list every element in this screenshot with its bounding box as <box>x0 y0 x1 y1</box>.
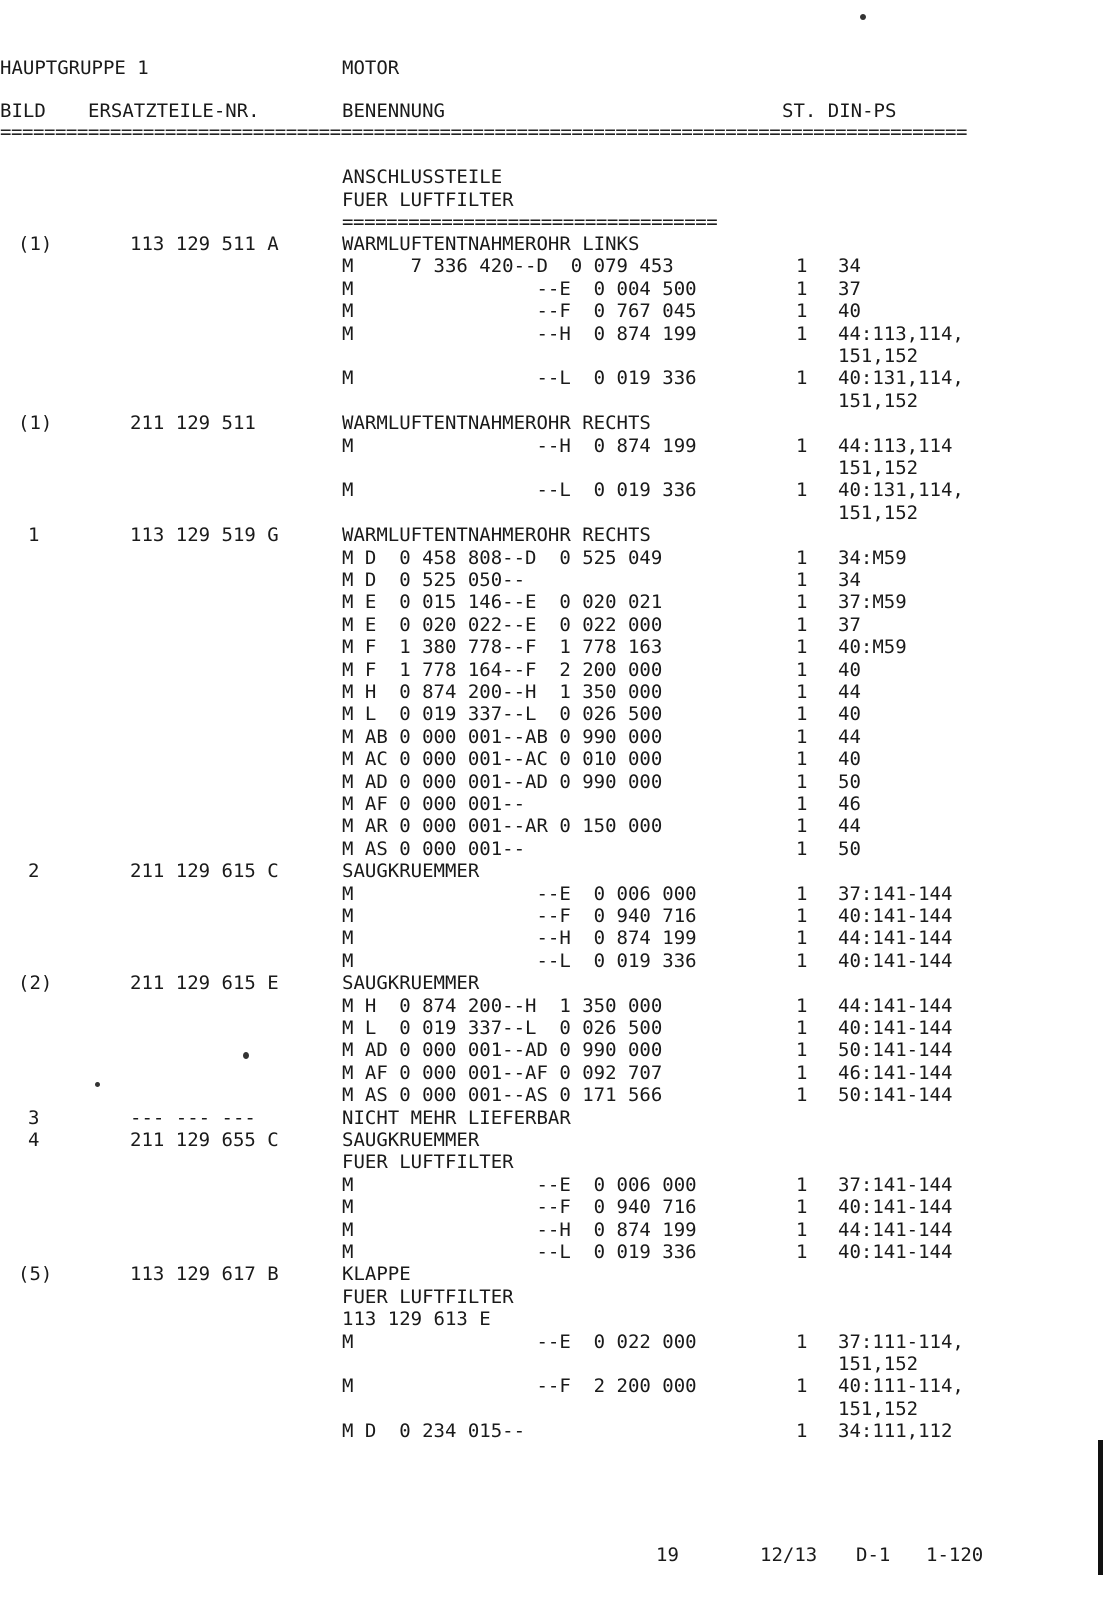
table-row <box>0 837 1100 861</box>
quantity-cell: 1 <box>796 323 808 345</box>
description-cell: M 7 336 420--D 0 079 453 <box>342 255 674 277</box>
din-ps-cell: 40:M59 <box>838 636 907 658</box>
din-ps-cell: 50:141-144 <box>838 1084 953 1106</box>
table-row <box>0 1195 1100 1219</box>
footer-date: 12/13 <box>760 1544 818 1566</box>
table-row <box>0 747 1100 771</box>
description-cell: M AF 0 000 001-- <box>342 793 526 815</box>
table-row <box>0 456 1100 480</box>
quantity-cell: 1 <box>796 995 808 1017</box>
din-ps-cell: 151,152 <box>838 345 919 367</box>
din-ps-cell: 44:113,114, <box>838 323 964 345</box>
description-cell: M --F 0 940 716 <box>342 905 697 927</box>
din-ps-cell: 37:M59 <box>838 591 907 613</box>
quantity-cell: 1 <box>796 1241 808 1263</box>
description-cell: M E 0 020 022--E 0 022 000 <box>342 614 663 636</box>
bild-cell: (5) <box>18 1263 53 1285</box>
quantity-cell: 1 <box>796 255 808 277</box>
table-row <box>0 232 1100 256</box>
description-cell: WARMLUFTENTNAHMEROHR RECHTS <box>342 412 651 434</box>
din-ps-cell: 151,152 <box>838 1353 919 1375</box>
din-ps-cell: 40:141-144 <box>838 1196 953 1218</box>
description-cell: M F 1 380 778--F 1 778 163 <box>342 636 663 658</box>
description-cell: M L 0 019 337--L 0 026 500 <box>342 703 663 725</box>
bild-cell: 2 <box>28 860 40 882</box>
table-row <box>0 389 1100 413</box>
quantity-cell: 1 <box>796 1375 808 1397</box>
header-separator: ======================================================================================== <box>0 121 968 143</box>
table-row <box>0 344 1100 368</box>
bild-cell: (1) <box>18 233 53 255</box>
part-number-cell: 211 129 511 <box>130 412 256 434</box>
description-cell: M --E 0 006 000 <box>342 1174 697 1196</box>
description-cell: M --E 0 006 000 <box>342 883 697 905</box>
footer-code: D-1 <box>856 1544 891 1566</box>
description-cell: M --L 0 019 336 <box>342 1241 697 1263</box>
quantity-cell: 1 <box>796 905 808 927</box>
description-cell: M --L 0 019 336 <box>342 367 697 389</box>
table-row <box>0 904 1100 928</box>
din-ps-cell: 34 <box>838 255 861 277</box>
quantity-cell: 1 <box>796 927 808 949</box>
table-row <box>0 1307 1100 1331</box>
table-row <box>0 725 1100 749</box>
description-cell: KLAPPE <box>342 1263 411 1285</box>
description-cell: M --F 0 940 716 <box>342 1196 697 1218</box>
description-cell: NICHT MEHR LIEFERBAR <box>342 1107 571 1129</box>
quantity-cell: 1 <box>796 591 808 613</box>
table-row <box>0 523 1100 547</box>
table-row <box>0 882 1100 906</box>
table-row <box>0 434 1100 458</box>
din-ps-cell: 37 <box>838 278 861 300</box>
table-row <box>0 1218 1100 1242</box>
table-row <box>0 1374 1100 1398</box>
din-ps-cell: 40:141-144 <box>838 950 953 972</box>
table-row <box>0 546 1100 570</box>
description-cell: M AC 0 000 001--AC 0 010 000 <box>342 748 663 770</box>
description-cell: M --L 0 019 336 <box>342 479 697 501</box>
description-cell: M AB 0 000 001--AB 0 990 000 <box>342 726 663 748</box>
table-row <box>0 501 1100 525</box>
description-cell: M L 0 019 337--L 0 026 500 <box>342 1017 663 1039</box>
din-ps-cell: 44:141-144 <box>838 995 953 1017</box>
table-row <box>0 1240 1100 1264</box>
din-ps-cell: 46:141-144 <box>838 1062 953 1084</box>
bild-cell: 3 <box>28 1107 40 1129</box>
description-cell: 113 129 613 E <box>342 1308 491 1330</box>
din-ps-cell: 34:M59 <box>838 547 907 569</box>
description-cell: FUER LUFTFILTER <box>342 1286 514 1308</box>
description-cell: M H 0 874 200--H 1 350 000 <box>342 681 663 703</box>
quantity-cell: 1 <box>796 479 808 501</box>
part-number-cell: 113 129 617 B <box>130 1263 279 1285</box>
footer-range: 1-120 <box>926 1544 984 1566</box>
quantity-cell: 1 <box>796 278 808 300</box>
description-cell: M --E 0 022 000 <box>342 1331 697 1353</box>
din-ps-cell: 40 <box>838 748 861 770</box>
din-ps-cell: 34 <box>838 569 861 591</box>
din-ps-cell: 44 <box>838 681 861 703</box>
description-cell: M E 0 015 146--E 0 020 021 <box>342 591 663 613</box>
description-cell: M D 0 234 015-- <box>342 1420 526 1442</box>
part-number-cell: 113 129 519 G <box>130 524 279 546</box>
table-row <box>0 1173 1100 1197</box>
din-ps-cell: 37:141-144 <box>838 883 953 905</box>
din-ps-cell: 37:141-144 <box>838 1174 953 1196</box>
quantity-cell: 1 <box>796 1196 808 1218</box>
section-title-2: FUER LUFTFILTER <box>342 189 514 211</box>
din-ps-cell: 40 <box>838 300 861 322</box>
table-row <box>0 658 1100 682</box>
quantity-cell: 1 <box>796 950 808 972</box>
din-ps-cell: 40 <box>838 659 861 681</box>
quantity-cell: 1 <box>796 1084 808 1106</box>
description-cell: M --H 0 874 199 <box>342 927 697 949</box>
table-row <box>0 254 1100 278</box>
quantity-cell: 1 <box>796 771 808 793</box>
table-row <box>0 859 1100 883</box>
din-ps-cell: 151,152 <box>838 1398 919 1420</box>
bild-cell: (2) <box>18 972 53 994</box>
table-row <box>0 590 1100 614</box>
din-ps-cell: 44 <box>838 815 861 837</box>
group-header <box>0 56 1100 80</box>
description-cell: M AR 0 000 001--AR 0 150 000 <box>342 815 663 837</box>
quantity-cell: 1 <box>796 1420 808 1442</box>
table-row <box>0 1330 1100 1354</box>
table-row <box>0 1285 1100 1309</box>
column-header-partnr: ERSATZTEILE-NR. <box>88 100 260 122</box>
din-ps-cell: 50 <box>838 838 861 860</box>
din-ps-cell: 151,152 <box>838 457 919 479</box>
column-header-desc: BENENNUNG <box>342 100 445 122</box>
table-row <box>0 814 1100 838</box>
description-cell: M D 0 458 808--D 0 525 049 <box>342 547 663 569</box>
scan-edge-bar <box>1098 1440 1103 1575</box>
page-footer <box>0 1542 1100 1568</box>
bild-cell: 4 <box>28 1129 40 1151</box>
footer-page-number: 19 <box>656 1544 679 1566</box>
din-ps-cell: 40:141-144 <box>838 905 953 927</box>
group-label: HAUPTGRUPPE 1 <box>0 57 149 79</box>
table-row <box>0 478 1100 502</box>
table-row <box>0 1419 1100 1443</box>
table-row <box>0 792 1100 816</box>
quantity-cell: 1 <box>796 793 808 815</box>
table-row <box>0 1106 1100 1130</box>
din-ps-cell: 40:131,114, <box>838 479 964 501</box>
quantity-cell: 1 <box>796 659 808 681</box>
quantity-cell: 1 <box>796 815 808 837</box>
quantity-cell: 1 <box>796 748 808 770</box>
din-ps-cell: 40:141-144 <box>838 1241 953 1263</box>
quantity-cell: 1 <box>796 1331 808 1353</box>
quantity-cell: 1 <box>796 614 808 636</box>
column-header-qty-din: ST. DIN-PS <box>782 100 897 122</box>
description-cell: M AD 0 000 001--AD 0 990 000 <box>342 1039 663 1061</box>
table-row <box>0 1352 1100 1376</box>
bild-cell: 1 <box>28 524 40 546</box>
table-row <box>0 1061 1100 1085</box>
table-row <box>0 1262 1100 1286</box>
group-name: MOTOR <box>342 57 400 79</box>
table-row <box>0 411 1100 435</box>
quantity-cell: 1 <box>796 435 808 457</box>
description-cell: WARMLUFTENTNAHMEROHR RECHTS <box>342 524 651 546</box>
description-cell: SAUGKRUEMMER <box>342 1129 480 1151</box>
part-number-cell: 211 129 655 C <box>130 1129 279 1151</box>
quantity-cell: 1 <box>796 1174 808 1196</box>
din-ps-cell: 50:141-144 <box>838 1039 953 1061</box>
table-row <box>0 1083 1100 1107</box>
description-cell: M F 1 778 164--F 2 200 000 <box>342 659 663 681</box>
din-ps-cell: 40:131,114, <box>838 367 964 389</box>
section-title-1: ANSCHLUSSTEILE <box>342 166 503 188</box>
part-number-cell: --- --- --- <box>130 1107 256 1129</box>
column-header-bild: BILD <box>0 100 46 122</box>
din-ps-cell: 40 <box>838 703 861 725</box>
table-row <box>0 926 1100 950</box>
scan-speck <box>243 1052 249 1059</box>
table-row <box>0 770 1100 794</box>
quantity-cell: 1 <box>796 569 808 591</box>
description-cell: WARMLUFTENTNAHMEROHR LINKS <box>342 233 640 255</box>
description-cell: M --L 0 019 336 <box>342 950 697 972</box>
table-row <box>0 613 1100 637</box>
part-number-cell: 211 129 615 C <box>130 860 279 882</box>
description-cell: M AF 0 000 001--AF 0 092 707 <box>342 1062 663 1084</box>
din-ps-cell: 44:141-144 <box>838 1219 953 1241</box>
table-row <box>0 1128 1100 1152</box>
quantity-cell: 1 <box>796 300 808 322</box>
quantity-cell: 1 <box>796 703 808 725</box>
description-cell: M --F 0 767 045 <box>342 300 697 322</box>
quantity-cell: 1 <box>796 726 808 748</box>
din-ps-cell: 37:111-114, <box>838 1331 964 1353</box>
bild-cell: (1) <box>18 412 53 434</box>
din-ps-cell: 46 <box>838 793 861 815</box>
quantity-cell: 1 <box>796 1017 808 1039</box>
part-number-cell: 113 129 511 A <box>130 233 279 255</box>
quantity-cell: 1 <box>796 1039 808 1061</box>
quantity-cell: 1 <box>796 547 808 569</box>
table-row <box>0 1038 1100 1062</box>
table-row <box>0 971 1100 995</box>
description-cell: M --H 0 874 199 <box>342 323 697 345</box>
description-cell: M AS 0 000 001-- <box>342 838 526 860</box>
description-cell: M --F 2 200 000 <box>342 1375 697 1397</box>
quantity-cell: 1 <box>796 1219 808 1241</box>
table-row <box>0 322 1100 346</box>
table-row <box>0 994 1100 1018</box>
description-cell: FUER LUFTFILTER <box>342 1151 514 1173</box>
table-row <box>0 702 1100 726</box>
din-ps-cell: 37 <box>838 614 861 636</box>
quantity-cell: 1 <box>796 367 808 389</box>
din-ps-cell: 40:141-144 <box>838 1017 953 1039</box>
table-row <box>0 277 1100 301</box>
quantity-cell: 1 <box>796 838 808 860</box>
table-row <box>0 1150 1100 1174</box>
description-cell: M H 0 874 200--H 1 350 000 <box>342 995 663 1017</box>
table-row <box>0 1016 1100 1040</box>
table-row <box>0 366 1100 390</box>
scan-speck <box>860 14 866 20</box>
din-ps-cell: 50 <box>838 771 861 793</box>
description-cell: M AD 0 000 001--AD 0 990 000 <box>342 771 663 793</box>
description-cell: SAUGKRUEMMER <box>342 972 480 994</box>
section-underline: ================================== <box>342 211 718 233</box>
din-ps-cell: 44:141-144 <box>838 927 953 949</box>
description-cell: M AS 0 000 001--AS 0 171 566 <box>342 1084 663 1106</box>
table-row <box>0 949 1100 973</box>
description-cell: M --E 0 004 500 <box>342 278 697 300</box>
quantity-cell: 1 <box>796 636 808 658</box>
description-cell: M --H 0 874 199 <box>342 1219 697 1241</box>
description-cell: SAUGKRUEMMER <box>342 860 480 882</box>
quantity-cell: 1 <box>796 681 808 703</box>
din-ps-cell: 44:113,114 <box>838 435 953 457</box>
scan-speck <box>95 1082 100 1087</box>
description-cell: M D 0 525 050-- <box>342 569 526 591</box>
din-ps-cell: 44 <box>838 726 861 748</box>
description-cell: M --H 0 874 199 <box>342 435 697 457</box>
table-row <box>0 680 1100 704</box>
part-number-cell: 211 129 615 E <box>130 972 279 994</box>
quantity-cell: 1 <box>796 883 808 905</box>
din-ps-cell: 40:111-114, <box>838 1375 964 1397</box>
table-row <box>0 299 1100 323</box>
din-ps-cell: 34:111,112 <box>838 1420 953 1442</box>
table-row <box>0 1397 1100 1421</box>
quantity-cell: 1 <box>796 1062 808 1084</box>
table-row <box>0 568 1100 592</box>
din-ps-cell: 151,152 <box>838 502 919 524</box>
table-row <box>0 635 1100 659</box>
din-ps-cell: 151,152 <box>838 390 919 412</box>
